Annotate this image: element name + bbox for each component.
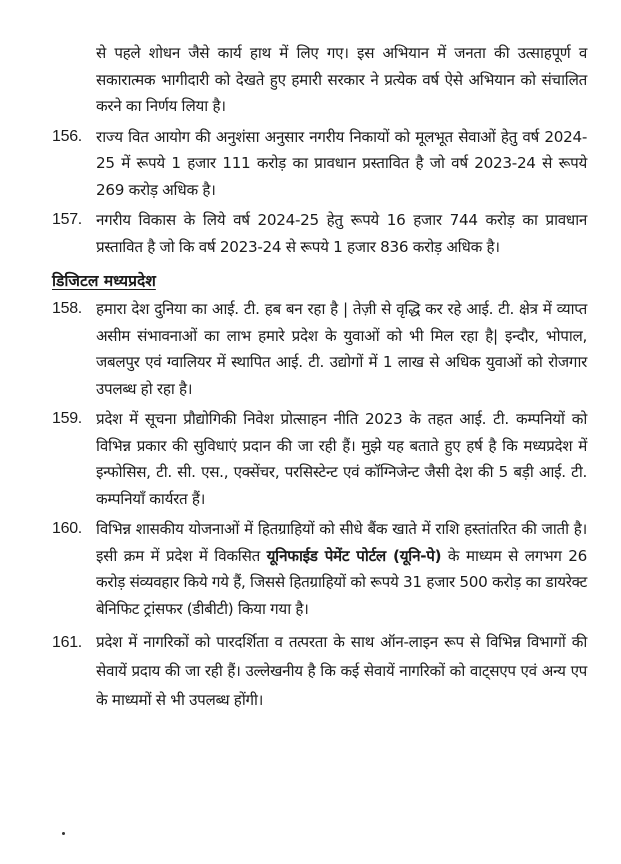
paragraph-156 bbox=[52, 124, 587, 204]
paragraph-text: नगरीय विकास के लिये वर्ष 2024-25 हेतु रूपये 16 हजार 744 करोड़ का प्रावधान प्रस्तावित है जो कि वर्ष 2023-24 से रूपये 1 हजार 836 करोड़ अधिक है। bbox=[96, 211, 587, 256]
paragraph-160 bbox=[52, 516, 587, 622]
paragraph-text: हमारा देश दुनिया का आई. टी. हब बन रहा है | तेज़ी से वृद्धि कर रहे आई. टी. क्षेत्र में व्याप्त असीम संभावनाओं का लाभ हमारे प्रदेश के युवाओं को भी मिल रहा है| इन्दौर, भोपाल, जबलपुर एवं ग्वालियर में स्थापित आई. टी. उद्योगों में 1 लाख से अधिक युवाओं को रोजगार उपलब्ध हो रहा है। bbox=[96, 300, 587, 398]
paragraph-number: 156. bbox=[52, 127, 82, 145]
paragraph-text-part: विभिन्न शासकीय योजनाओं में हितग्राहियों को सीधे बैंक खाते में राशि हस्तांतरित की जाती है। इसी क्रम में प्रदेश में विकसित bbox=[96, 520, 587, 565]
section-heading bbox=[52, 268, 587, 294]
paragraph-number: 161. bbox=[52, 634, 82, 651]
paragraph-text: प्रदेश में नागरिकों को पारदर्शिता व तत्परता के साथ ऑन-लाइन रूप से विभिन्न विभागों की सेवायें प्रदाय की जा रही हैं। उल्लेखनीय है कि कई सेवायें नागरिकों को वाट्सएप एवं अन्य एप के माध्यमों से भी उपलब्ध होंगी। bbox=[96, 633, 587, 709]
bold-portal-name: यूनिफाईड पेमेंट पोर्टल (यूनि-पे) bbox=[266, 546, 442, 565]
paragraph-161 bbox=[52, 628, 587, 715]
paragraph-158 bbox=[52, 296, 587, 402]
paragraph-continued bbox=[52, 40, 587, 120]
paragraph-number: 157. bbox=[52, 211, 82, 228]
stray-dot-mark bbox=[62, 832, 65, 835]
paragraph-text: राज्य वित आयोग की अनुशंसा अनुसार नगरीय निकायों को मूलभूत सेवाओं हेतु वर्ष 2024-25 में रूपये 1 हजार 111 करोड़ का प्रावधान प्रस्तावित है जो वर्ष 2023-24 से रूपये 269 करोड़ अधिक है। bbox=[96, 127, 587, 199]
paragraph-text-part: के माध्यम से लगभग 26 करोड़ संव्यवहार किये गये हैं, जिससे हितग्राहियों को रूपये 31 हजार 500 करोड़ का डायरेक्ट बेनिफिट ट्रांसफर (डीबीटी) किया गया है। bbox=[96, 546, 587, 618]
paragraph-text bbox=[96, 516, 587, 622]
paragraph-157 bbox=[52, 207, 587, 260]
paragraph-number: 160. bbox=[52, 520, 82, 537]
paragraph-159 bbox=[52, 406, 587, 512]
section-heading-text: डिजिटल मध्यप्रदेश bbox=[52, 272, 156, 290]
paragraph-number: 159. bbox=[52, 410, 82, 427]
paragraph-text: से पहले शोधन जैसे कार्य हाथ में लिए गए। इस अभियान में जनता की उत्साहपूर्ण व सकारात्मक भागीदारी को देखते हुए हमारी सरकार ने प्रत्येक वर्ष ऐसे अभियान को संचालित करने का निर्णय लिया है। bbox=[96, 44, 587, 115]
paragraph-text: प्रदेश में सूचना प्रौद्योगिकी निवेश प्रोत्साहन नीति 2023 के तहत आई. टी. कम्पनियों को विभिन्न प्रकार की सुविधाएं प्रदान की जा रही हैं। मुझे यह बताते हुए हर्ष है कि मध्यप्रदेश में इन्फोसिस, टी. सी. एस., एक्सेंचर, परसिस्टेन्ट एवं कॉग्निजेन्ट जैसी देश की 5 बड़ी आई. टी. कम्पनियाँ कार्यरत हैं। bbox=[96, 410, 587, 508]
paragraph-number: 158. bbox=[52, 300, 82, 317]
